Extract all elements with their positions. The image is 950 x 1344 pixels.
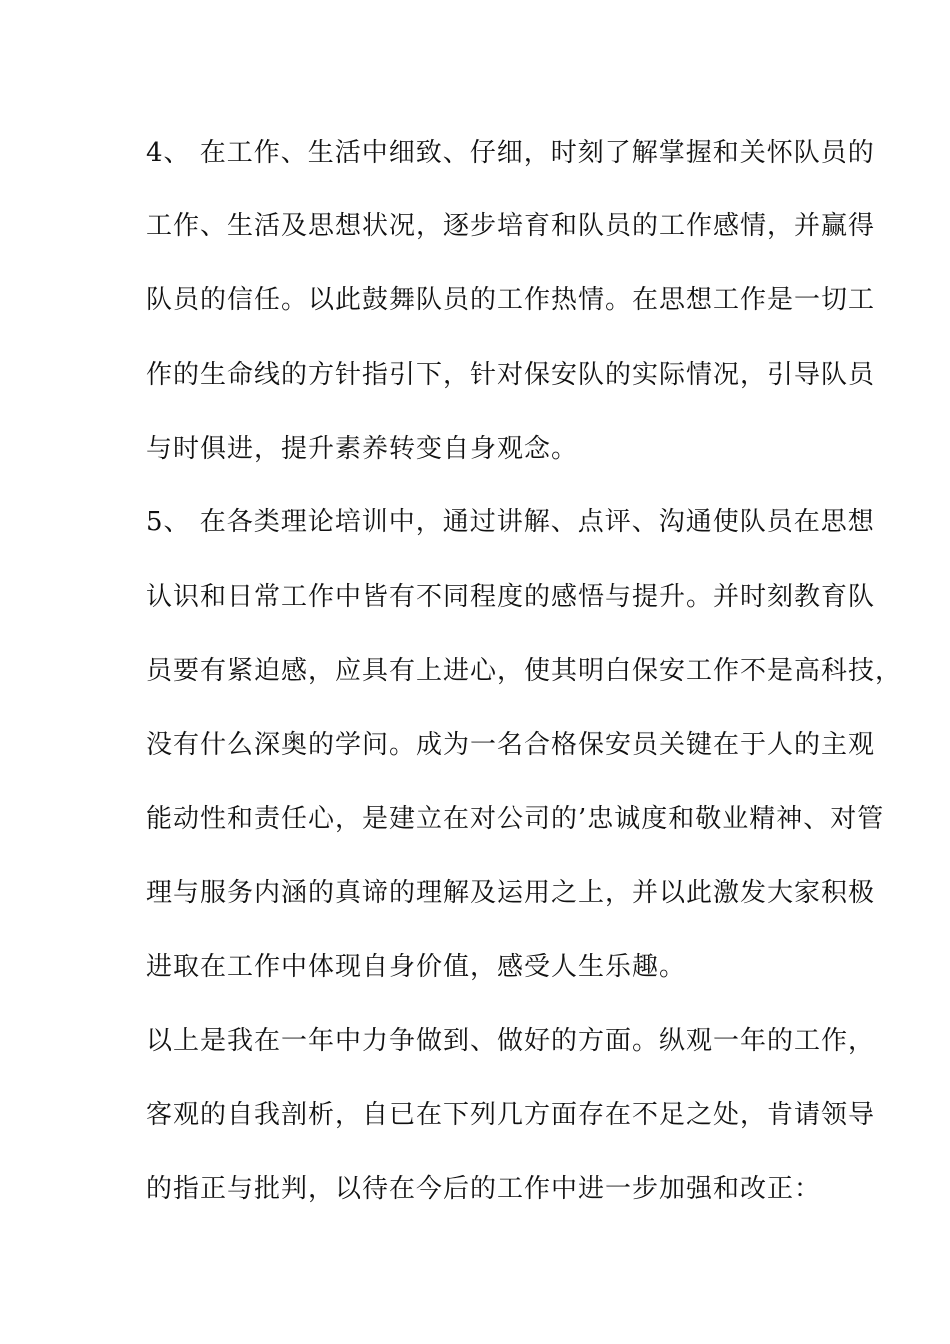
text-line: 理与服务内涵的真谛的理解及运用之上，并以此激发大家积极 [146, 878, 876, 908]
text-line: 员要有紧迫感，应具有上进心，使其明白保安工作不是高科技， [146, 656, 903, 686]
text-line: 作的生命线的方针指引下，针对保安队的实际情况，引导队员 [146, 360, 876, 390]
text-line: 的指正与批判，以待在今后的工作中进一步加强和改正： [146, 1174, 822, 1204]
text-line: 认识和日常工作中皆有不同程度的感悟与提升。并时刻教育队 [146, 582, 876, 612]
text-line: 客观的自我剖析，自已在下列几方面存在不足之处，肯请领导 [146, 1100, 876, 1130]
text-line: 工作、生活及思想状况，逐步培育和队员的工作感情，并赢得 [146, 211, 876, 241]
text-line: 队员的信任。以此鼓舞队员的工作热情。在思想工作是一切工 [146, 285, 876, 315]
text-line: 5、 在各类理论培训中，通过讲解、点评、沟通使队员在思想 [146, 507, 875, 537]
text-line: 4、 在工作、生活中细致、仔细，时刻了解掌握和关怀队员的 [146, 138, 875, 168]
text-line: 与时俱进，提升素养转变自身观念。 [146, 434, 579, 464]
text-line: 没有什么深奥的学问。成为一名合格保安员关键在于人的主观 [146, 730, 876, 760]
text-line: 以上是我在一年中力争做到、做好的方面。纵观一年的工作， [146, 1026, 876, 1056]
text-line: 进取在工作中体现自身价值，感受人生乐趣。 [146, 952, 687, 982]
text-line: 能动性和责任心，是建立在对公司的’忠诚度和敬业精神、对管 [146, 804, 885, 834]
